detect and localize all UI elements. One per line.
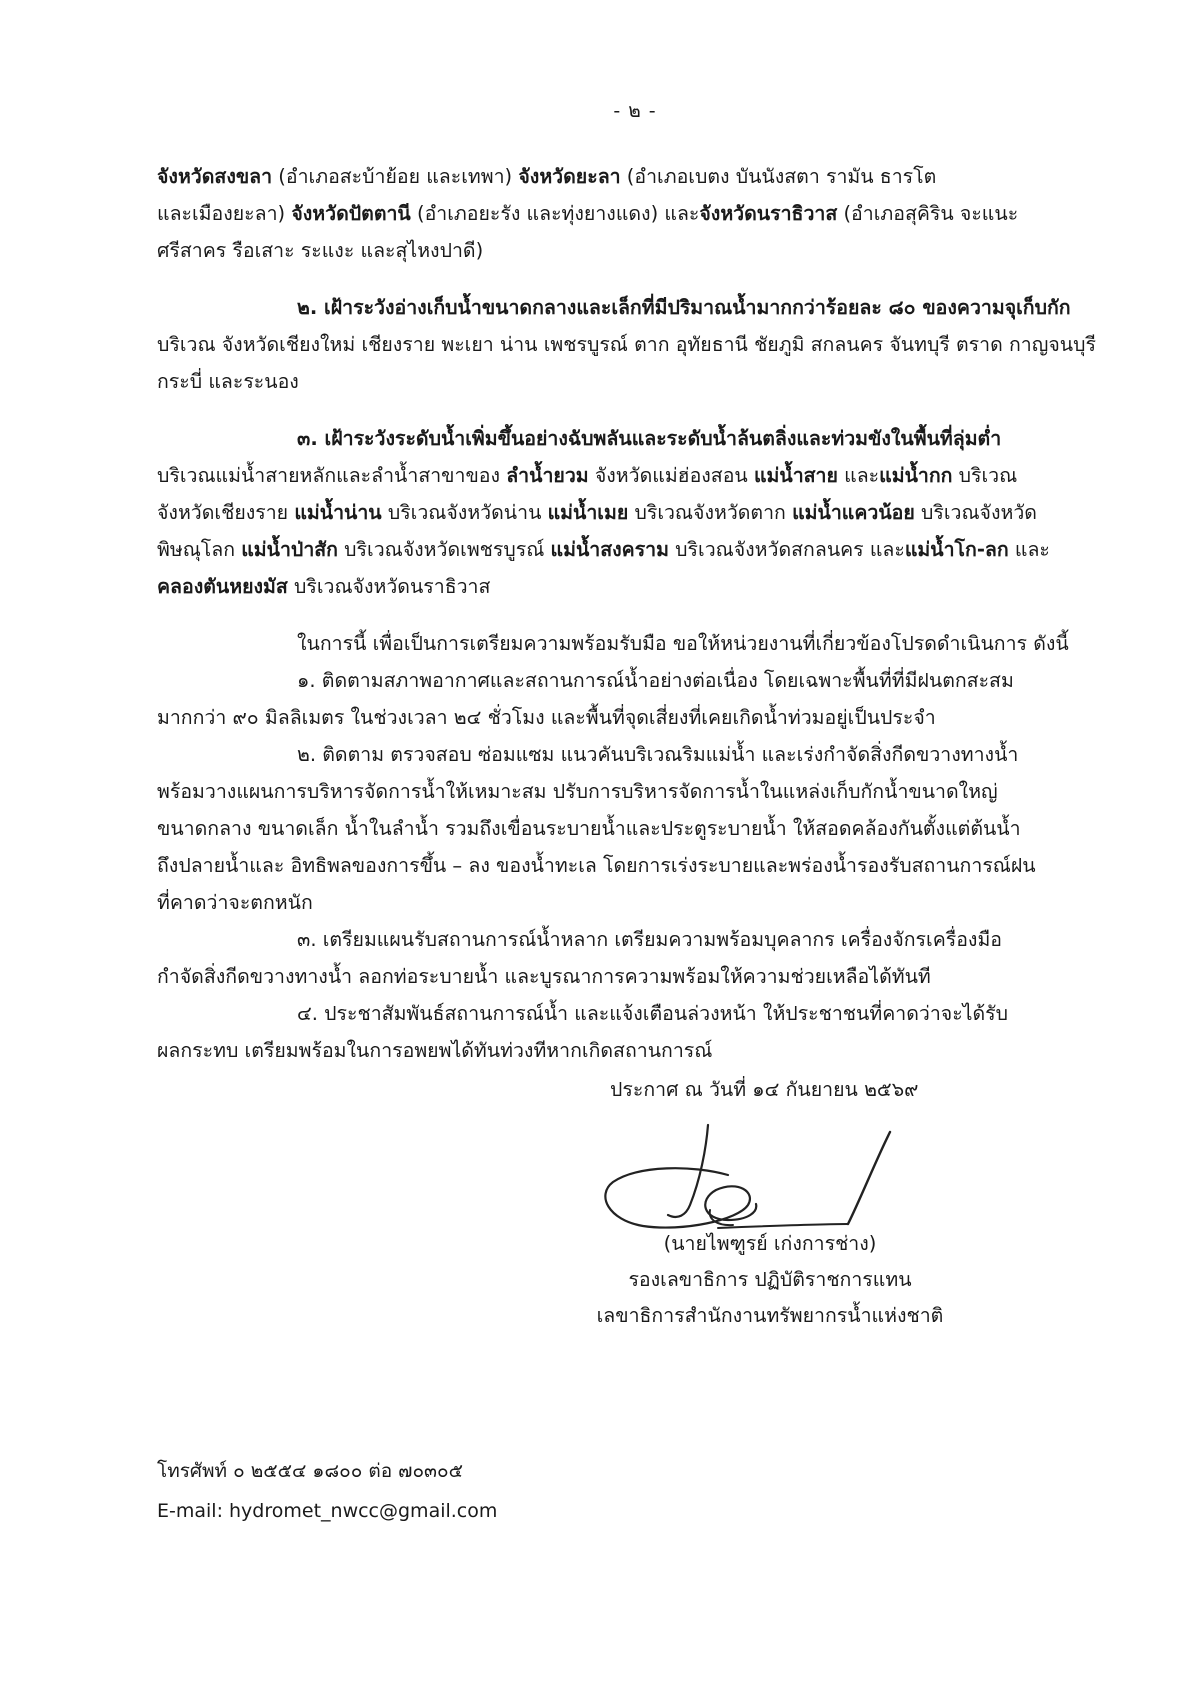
bold-run: ลำน้ำยวม — [506, 464, 589, 487]
text-line — [157, 531, 1087, 568]
section-heading-2: ๒. เฝ้าระวังอ่างเก็บน้ำขนาดกลางและเล็กที่มีปริมาณน้ำมากกว่าร้อยละ ๘๐ ของความจุเก็บกัก — [297, 296, 1071, 319]
section-heading-3: ๓. เฝ้าระวังระดับน้ำเพิ่มขึ้นอย่างฉับพลันและระดับน้ำล้นตลิ่งและท่วมขังในพื้นที่ลุ่มต่ำ — [297, 427, 1002, 450]
action-item-2: ๒. ติดตาม ตรวจสอบ ซ่อมแซม แนวคันบริเวณริมแม่น้ำ และเร่งกำจัดสิ่งกีดขวางทางน้ำ — [297, 743, 1019, 766]
paragraph-reservoir-watch — [157, 289, 1096, 400]
text-run: บริเวณแม่น้ำสายหลักและลำน้ำสาขาของ — [157, 464, 507, 487]
bold-run: จังหวัดสงขลา — [157, 165, 273, 188]
text-line: ที่คาดว่าจะตกหนัก — [157, 891, 313, 914]
contact-info — [157, 1451, 497, 1531]
handwritten-signature — [598, 1120, 908, 1240]
paragraph-actions — [157, 625, 1087, 1069]
contact-email: E-mail: hydromet_nwcc@gmail.com — [157, 1500, 498, 1522]
text-run: (อำเภอสุคิริน จะแนะ — [837, 202, 1019, 225]
text-line — [157, 195, 1087, 232]
paragraph-provinces-south — [157, 158, 1087, 269]
bold-run: แม่น้ำโก-ลก — [904, 538, 1009, 561]
signatory-name: (นายไพฑูรย์ เก่งการช่าง) — [663, 1232, 877, 1255]
contact-phone: โทรศัพท์ ๐ ๒๕๕๔ ๑๘๐๐ ต่อ ๗๐๓๐๕ — [157, 1460, 464, 1482]
action-item-3: ๓. เตรียมแผนรับสถานการณ์น้ำหลาก เตรียมความพร้อมบุคลากร เครื่องจักรเครื่องมือ — [297, 928, 1003, 951]
bold-run: จังหวัดปัตตานี — [291, 202, 411, 225]
text-line — [157, 494, 1087, 531]
bold-run: แม่น้ำกก — [879, 464, 953, 487]
text-run: จังหวัดเชียงราย — [157, 501, 295, 524]
text-run: และ — [837, 464, 880, 487]
signatory-block — [560, 1226, 980, 1334]
action-item-4: ๔. ประชาสัมพันธ์สถานการณ์น้ำ และแจ้งเตือนล่วงหน้า ให้ประชาชนที่คาดว่าจะได้รับ — [297, 1002, 1009, 1025]
text-line — [157, 158, 1087, 195]
bold-run: แม่น้ำเมย — [547, 501, 629, 524]
text-line: พร้อมวางแผนการบริหารจัดการน้ำให้เหมาะสม ปรับการบริหารจัดการน้ำในแหล่งเก็บกักน้ำขนาดใหญ่ — [157, 780, 998, 803]
text-line — [157, 457, 1087, 494]
text-line — [157, 568, 1087, 605]
bold-run: จังหวัดนราธิวาส — [699, 202, 838, 225]
bold-run: แม่น้ำป่าสัก — [241, 538, 338, 561]
text-line: ถึงปลายน้ำและ อิทธิพลของการขึ้น – ลง ของน้ำทะเล โดยการเร่งระบายและพร่องน้ำรองรับสถานการณ์ฝน — [157, 854, 1036, 877]
text-run: และเมืองยะลา) — [157, 202, 292, 225]
text-run: บริเวณ — [952, 464, 1018, 487]
text-line: กำจัดสิ่งกีดขวางทางน้ำ ลอกท่อระบายน้ำ และบูรณาการความพร้อมให้ความช่วยเหลือได้ทันที — [157, 965, 931, 988]
paragraph-flood-watch — [157, 420, 1087, 605]
text-run: บริเวณจังหวัดนราธิวาส — [287, 575, 491, 598]
text-run: บริเวณจังหวัดตาก — [628, 501, 793, 524]
text-line: บริเวณ จังหวัดเชียงใหม่ เชียงราย พะเยา น่าน เพชรบูรณ์ ตาก อุทัยธานี ชัยภูมิ สกลนคร จันทบุรี ตราด กาญจนบุรี — [157, 333, 1096, 356]
text-run: (อำเภอยะรัง และทุ่งยางแดง) และ — [410, 202, 700, 225]
action-item-1: ๑. ติดตามสภาพอากาศและสถานการณ์น้ำอย่างต่อเนื่อง โดยเฉพาะพื้นที่ที่มีฝนตกสะสม — [297, 669, 1014, 692]
bold-run: แม่น้ำแควน้อย — [792, 501, 915, 524]
text-run: (อำเภอสะบ้าย้อย และเทพา) — [272, 165, 519, 188]
bold-run: แม่น้ำสาย — [753, 464, 838, 487]
text-run: บริเวณจังหวัด — [914, 501, 1037, 524]
bold-run: คลองตันหยงมัส — [157, 575, 288, 598]
text-line: ศรีสาคร รือเสาะ ระแงะ และสุไหงปาดี) — [157, 239, 484, 262]
bold-run: แม่น้ำสงคราม — [550, 538, 669, 561]
bold-run: จังหวัดยะลา — [518, 165, 621, 188]
signatory-office: เลขาธิการสำนักงานทรัพยากรน้ำแห่งชาติ — [596, 1304, 944, 1327]
text-run: บริเวณจังหวัดสกลนคร และ — [668, 538, 905, 561]
text-run: บริเวณจังหวัดน่าน — [381, 501, 548, 524]
text-run: จังหวัดแม่ฮ่องสอน — [588, 464, 754, 487]
text-line: ผลกระทบ เตรียมพร้อมในการอพยพได้ทันท่วงทีหากเกิดสถานการณ์ — [157, 1039, 713, 1062]
text-run: พิษณุโลก — [157, 538, 242, 561]
text-line: ขนาดกลาง ขนาดเล็ก น้ำในลำน้ำ รวมถึงเขื่อนระบายน้ำและประตูระบายน้ำ ให้สอดคล้องกันตั้งแต่ต้นน้ำ — [157, 817, 1021, 840]
bold-run: แม่น้ำน่าน — [294, 501, 382, 524]
text-line: มากกว่า ๙๐ มิลลิเมตร ในช่วงเวลา ๒๔ ชั่วโมง และพื้นที่จุดเสี่ยงที่เคยเกิดน้ำท่วมอยู่เป็นประจำ — [157, 706, 936, 729]
text-run: และ — [1008, 538, 1050, 561]
announcement-date: ประกาศ ณ วันที่ ๑๔ กันยายน ๒๕๖๙ — [610, 1078, 919, 1101]
text-run: บริเวณจังหวัดเพชรบูรณ์ — [337, 538, 551, 561]
signatory-position: รองเลขาธิการ ปฏิบัติราชการแทน — [628, 1268, 912, 1291]
actions-intro: ในการนี้ เพื่อเป็นการเตรียมความพร้อมรับมือ ขอให้หน่วยงานที่เกี่ยวข้องโปรดดำเนินการ ดังนี้ — [297, 632, 1069, 655]
text-run: (อำเภอเบตง บันนังสตา รามัน ธารโต — [620, 165, 937, 188]
text-line: กระบี่ และระนอง — [157, 370, 299, 393]
page-number: - ๒ - — [613, 100, 657, 122]
document-body — [157, 158, 1096, 1069]
